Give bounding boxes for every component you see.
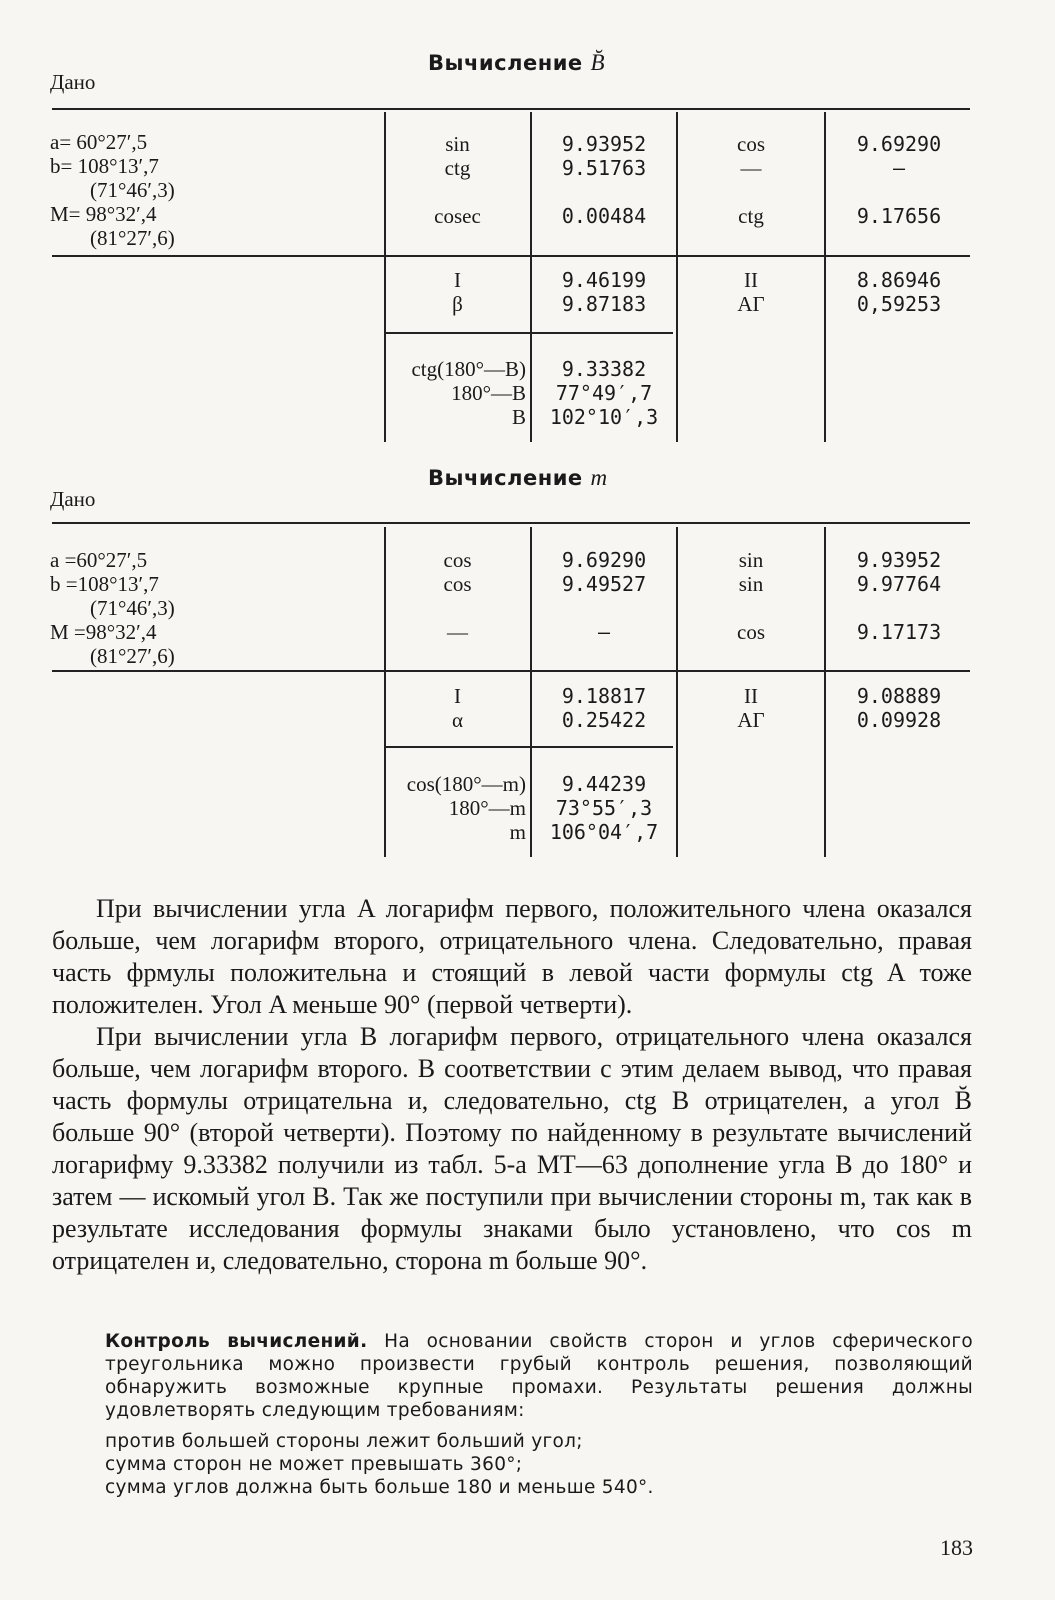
body-text xyxy=(52,893,972,1277)
table2-mid-rule xyxy=(52,670,970,672)
table2-r2-fn2: II АГ xyxy=(737,684,765,732)
control-text: На основании свойств сторон и углов сферического треугольника можно произвести грубый контроль решения, позволяющий обнаружить возможные крупные промахи. Результаты решения должны удовлетворять следующим требованиям: xyxy=(105,1331,974,1421)
table2-r3-fn: cos(180°—m) 180°—m m xyxy=(406,772,526,844)
requirement-3: сумма углов должна быть больше 180 и меньше 540°. xyxy=(105,1477,654,1498)
table2-inner-rule xyxy=(385,746,673,748)
table2-given-a: a =60°27′,5 xyxy=(50,548,148,572)
page-number: 183 xyxy=(940,1535,973,1560)
table2-val2: 9.93952 9.97764 9.17173 xyxy=(856,548,942,644)
table1-r3-val: 9.33382 77°49′,7 102°10′,3 xyxy=(549,357,659,429)
table2-vline-2 xyxy=(530,527,532,857)
table1-val1: 9.93952 9.51763 0.00484 xyxy=(561,132,647,228)
table1-mid-rule xyxy=(52,255,970,257)
table1-r2-val1: 9.46199 9.87183 xyxy=(561,268,647,316)
paragraph-1: При вычислении угла A логарифм первого, положительного члена оказался больше, чем логарифм второго, отрицательного члена. Следовательно, правая часть фрмулы положительна и стоящий в левой части формулы ctg A тоже положителен. Угол A меньше 90° (первой четверти). xyxy=(52,894,972,1019)
table2-r2-val2: 9.08889 0.09928 xyxy=(856,684,942,732)
table1-inner-rule xyxy=(385,332,673,334)
table2-top-rule xyxy=(52,522,970,524)
table1-fn2: cos — ctg xyxy=(737,132,765,228)
table1-val2: 9.69290 — 9.17656 xyxy=(856,132,942,228)
table1-vline-3 xyxy=(676,112,678,442)
table2-fn2: sin sin cos xyxy=(737,548,765,644)
table1-r3-fn: ctg(180°—B) 180°—B B xyxy=(411,357,526,429)
table1-r2-fn2: II АГ xyxy=(737,268,765,316)
table2-given-M-supp: (81°27′,6) xyxy=(90,644,175,668)
table1-given-M: M= 98°32′,4 xyxy=(50,202,157,226)
table2-fn1: cos cos — xyxy=(443,548,472,644)
table2-title: Вычисление m xyxy=(428,465,608,490)
control-heading: Контроль вычислений. xyxy=(105,1331,368,1352)
table1-r2-val2: 8.86946 0,59253 xyxy=(856,268,942,316)
table1-top-rule xyxy=(52,108,970,110)
table2-given-label: Дано xyxy=(50,487,96,511)
table2-r2-val1: 9.18817 0.25422 xyxy=(561,684,647,732)
table1-vline-4 xyxy=(824,112,826,442)
table2-given-b-supp: (71°46′,3) xyxy=(90,596,175,620)
control-section xyxy=(105,1330,973,1422)
table2-r3-val: 9.44239 73°55′,3 106°04′,7 xyxy=(549,772,659,844)
table1-title: Вычисление B̆ xyxy=(428,50,606,75)
table2-r2-fn1: I α xyxy=(451,684,463,732)
table2-vline-3 xyxy=(676,527,678,857)
table1-given-b: b= 108°13′,7 xyxy=(50,154,159,178)
table2-given-M: M =98°32′,4 xyxy=(50,620,157,644)
table1-given-M-supp: (81°27′,6) xyxy=(90,226,175,250)
table1-given-label: Дано xyxy=(50,70,96,94)
table1-fn1: sin ctg cosec xyxy=(434,132,481,228)
table1-r2-fn1: I β xyxy=(452,268,463,316)
requirement-2: сумма сторон не может превышать 360°; xyxy=(105,1454,523,1475)
requirement-1: против большей стороны лежит больший угол; xyxy=(105,1431,583,1452)
table2-val1: 9.69290 9.49527 — xyxy=(561,548,647,644)
table1-given-b-supp: (71°46′,3) xyxy=(90,178,175,202)
control-requirements xyxy=(105,1430,965,1499)
table1-given-a: a= 60°27′,5 xyxy=(50,130,148,154)
paragraph-2: При вычислении угла B логарифм первого, отрицательного члена оказался больше, чем логарифм второго. В соответствии с этим делаем вывод, что правая часть формулы отрицательна и, следовательно, ctg B отрицателен, а угол B̆ больше 90° (второй четверти). Поэтому по найденному в результате вычислений логарифму 9.33382 получили из табл. 5-а МТ—63 дополнение угла B до 180° и затем — искомый угол B. Так же поступили при вычислении стороны m, так как в результате исследования формулы знаками было установлено, что cos m отрицателен и, следовательно, сторона m больше 90°. xyxy=(52,1022,972,1275)
table2-given-b: b =108°13′,7 xyxy=(50,572,159,596)
table2-vline-4 xyxy=(824,527,826,857)
table1-vline-2 xyxy=(530,112,532,442)
